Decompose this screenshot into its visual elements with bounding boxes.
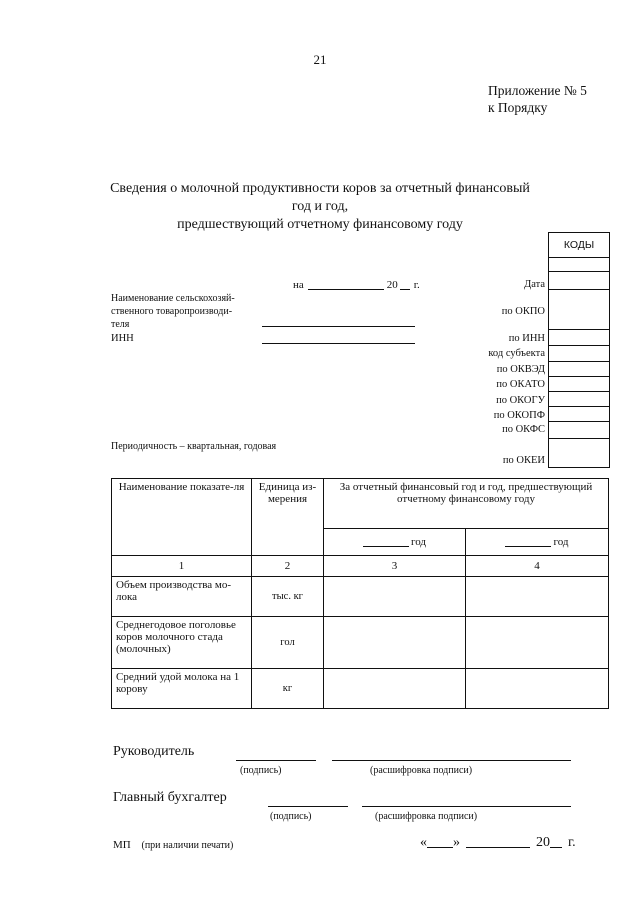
- code-cell-okved[interactable]: [549, 361, 609, 376]
- code-cell-okato[interactable]: [549, 376, 609, 391]
- sign-date-close-quote: »: [453, 835, 460, 850]
- table-header-row: [112, 479, 609, 529]
- sign-date: [420, 835, 576, 851]
- inn-label: ИНН: [111, 333, 134, 344]
- report-year-prefix: 20: [386, 279, 398, 291]
- code-cell-date[interactable]: [549, 271, 609, 289]
- appendix-number: Приложение № 5: [488, 83, 587, 98]
- row-indicator-name: Объем производства мо-лока: [112, 577, 252, 617]
- year-blank-previous[interactable]: [505, 545, 551, 547]
- code-label-okato: по ОКАТО: [496, 379, 545, 390]
- row-unit: гол: [252, 617, 324, 669]
- title-line-2: предшествующий отчетному финансовому году: [177, 217, 463, 232]
- col-number-3: 3: [324, 556, 466, 577]
- head-signature-label: Руководитель: [113, 744, 195, 759]
- sign-year-blank[interactable]: [550, 846, 562, 848]
- appendix-order: к Порядку: [488, 100, 548, 115]
- inn-field[interactable]: [262, 343, 415, 344]
- row-unit: тыс. кг: [252, 577, 324, 617]
- code-label-date: Дата: [524, 279, 545, 290]
- accountant-signature-label: Главный бухгалтер: [113, 790, 227, 805]
- accountant-decoding-field[interactable]: [362, 806, 571, 807]
- table-row: [112, 669, 609, 709]
- sign-month-blank[interactable]: [466, 846, 530, 848]
- col-header-indicator: Наименование показате-ля: [112, 479, 252, 556]
- org-name-label-line-2: ственного товаропроизводи-: [111, 306, 233, 317]
- code-label-okopf: по ОКОПФ: [493, 410, 545, 421]
- report-year-blank[interactable]: [400, 288, 410, 290]
- document-title: [100, 180, 540, 234]
- seal-note: (при наличии печати): [141, 840, 234, 851]
- year-blank-current[interactable]: [363, 545, 409, 547]
- value-cell-previous[interactable]: [466, 577, 609, 617]
- value-cell-current[interactable]: [324, 577, 466, 617]
- seal-mp: МП: [113, 839, 131, 851]
- sign-year-prefix: 20: [536, 835, 550, 850]
- accountant-signature-field[interactable]: [268, 806, 348, 807]
- value-cell-previous[interactable]: [466, 617, 609, 669]
- report-date-blank[interactable]: [308, 288, 384, 290]
- code-cell-okopf[interactable]: [549, 406, 609, 421]
- code-label-inn: по ИНН: [508, 333, 545, 344]
- code-cell-okpo[interactable]: [549, 289, 609, 329]
- code-label-okogu: по ОКОГУ: [496, 395, 545, 406]
- productivity-table: [111, 478, 609, 709]
- page-number: 21: [313, 52, 327, 67]
- org-name-field[interactable]: [262, 326, 415, 327]
- title-line-1: Сведения о молочной продуктивности коров за отчетный финансовый год и год,: [110, 181, 530, 214]
- codes-box: [548, 232, 610, 468]
- seal-label: [113, 839, 233, 851]
- head-decoding-field[interactable]: [332, 760, 571, 761]
- row-unit: кг: [252, 669, 324, 709]
- org-name-label-line-1: Наименование сельскохозяй-: [111, 293, 235, 304]
- code-cell-subject[interactable]: [549, 345, 609, 361]
- sign-date-open-quote: «: [420, 835, 427, 850]
- row-indicator-name: Средний удой молока на 1 корову: [112, 669, 252, 709]
- appendix-reference: [488, 82, 587, 116]
- table-number-row: [112, 556, 609, 577]
- code-label-subject: код субъекта: [488, 348, 545, 359]
- table-row: [112, 617, 609, 669]
- code-label-okved: по ОКВЭД: [496, 364, 545, 375]
- org-name-label-line-3: теля: [111, 319, 130, 330]
- report-date-prefix: на: [293, 279, 304, 291]
- value-cell-previous[interactable]: [466, 669, 609, 709]
- head-signature-field[interactable]: [236, 760, 316, 761]
- codes-header: КОДЫ: [563, 239, 595, 251]
- code-label-okei: по ОКЕИ: [502, 455, 545, 466]
- code-label-okfs: по ОКФС: [502, 424, 545, 435]
- value-cell-current[interactable]: [324, 669, 466, 709]
- table-row: [112, 577, 609, 617]
- col-number-4: 4: [466, 556, 609, 577]
- report-date-suffix: г.: [413, 279, 420, 291]
- col-number-1: 1: [112, 556, 252, 577]
- col-number-2: 2: [252, 556, 324, 577]
- col-header-unit: Единица из-мерения: [252, 479, 324, 556]
- col-header-period: За отчетный финансовый год и год, предшествующий отчетному финансовому году: [324, 479, 609, 529]
- row-indicator-name: Среднегодовое поголовье коров молочного стада (молочных): [112, 617, 252, 669]
- code-cell-okogu[interactable]: [549, 391, 609, 406]
- year-cell-current[interactable]: [324, 529, 466, 556]
- org-name-label: [111, 292, 261, 331]
- sign-date-suffix: г.: [568, 835, 576, 850]
- code-cell-blank[interactable]: [549, 257, 609, 271]
- code-cell-okei[interactable]: [549, 438, 609, 467]
- head-signature-caption: (подпись): [240, 765, 282, 776]
- accountant-decoding-caption: (расшифровка подписи): [375, 811, 478, 822]
- code-cell-okfs[interactable]: [549, 421, 609, 438]
- report-date-line: [293, 279, 420, 291]
- year-cell-previous[interactable]: [466, 529, 609, 556]
- periodicity-label: Периодичность – квартальная, годовая: [111, 441, 277, 452]
- head-decoding-caption: (расшифровка подписи): [370, 765, 473, 776]
- year-label-current: год: [410, 536, 427, 548]
- accountant-signature-caption: (подпись): [270, 811, 312, 822]
- value-cell-current[interactable]: [324, 617, 466, 669]
- code-cell-inn[interactable]: [549, 329, 609, 345]
- year-label-previous: год: [553, 536, 569, 548]
- sign-day-blank[interactable]: [427, 846, 453, 848]
- code-label-okpo: по ОКПО: [501, 306, 545, 317]
